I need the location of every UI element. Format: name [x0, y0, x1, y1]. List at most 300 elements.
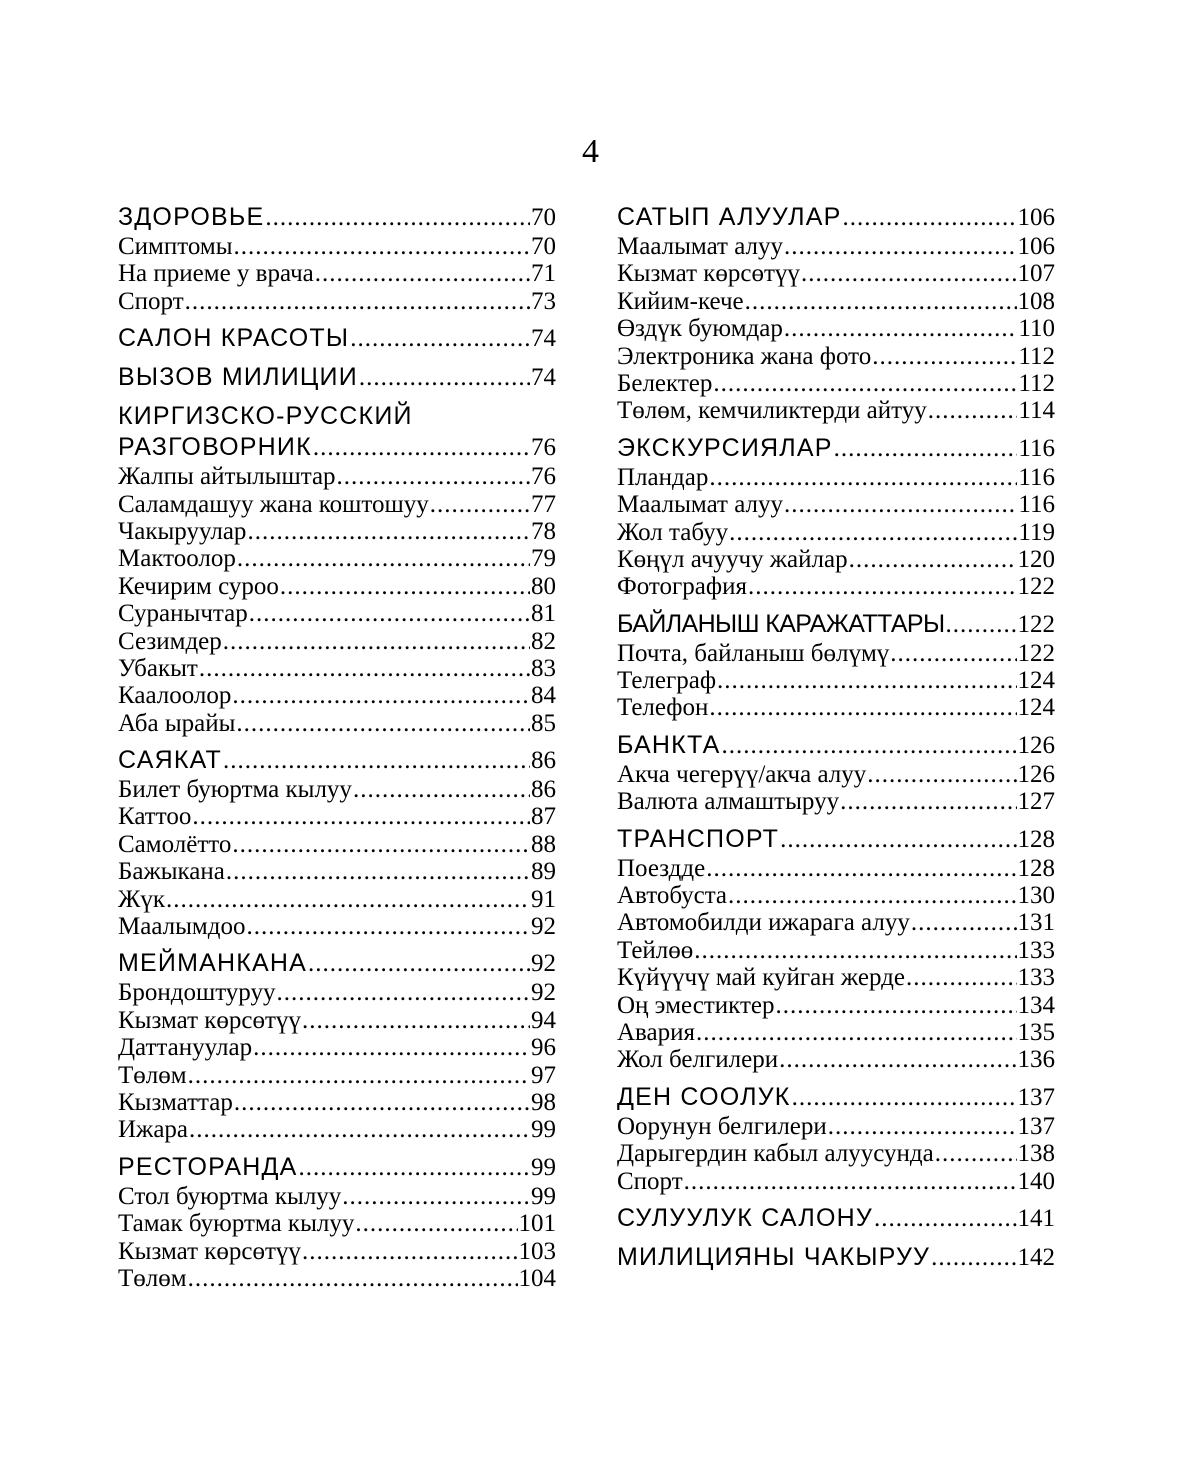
entry-page-number: 108	[1017, 287, 1055, 315]
entry-title: Ижара	[118, 1116, 189, 1144]
section-title-line1: КИРГИЗСКО-РУССКИЙ	[118, 402, 413, 431]
toc-entry	[617, 992, 1055, 1019]
entry-page-number: 77	[531, 490, 556, 518]
dot-leader	[935, 1140, 1017, 1167]
entry-page-number: 89	[531, 858, 556, 886]
toc-entry	[118, 260, 556, 287]
toc-entry	[617, 343, 1055, 370]
entry-page-number: 130	[1017, 882, 1055, 910]
entry-title: Почта, байланыш бөлүмү	[617, 639, 890, 667]
section-page-number: 137	[1017, 1083, 1055, 1111]
entry-page-number: 106	[1017, 233, 1055, 260]
entry-page-number: 134	[1017, 991, 1055, 1019]
entry-title: Кызмат көрсөтүү	[118, 1237, 301, 1265]
dot-leader	[430, 491, 530, 518]
entry-title: Кызмат көрсөтүү	[118, 1006, 301, 1034]
dot-leader	[784, 315, 1018, 342]
entry-page-number: 92	[531, 979, 556, 1007]
dot-leader	[234, 1089, 530, 1116]
toc-section-heading	[617, 730, 1055, 761]
entry-title: Төлөм	[118, 1264, 187, 1292]
entry-page-number: 97	[531, 1061, 556, 1089]
entry-page-number: 98	[531, 1088, 556, 1116]
entry-page-number: 103	[518, 1237, 556, 1265]
toc-column-right	[617, 202, 1055, 1281]
section-page-number: 99	[531, 1153, 556, 1181]
entry-page-number: 124	[1017, 694, 1055, 722]
entry-page-number: 83	[531, 654, 556, 682]
toc-entry	[617, 315, 1055, 342]
section-page-number: 116	[1018, 434, 1055, 462]
section-page-number: 92	[531, 950, 556, 978]
entry-title: Кечирим суроо	[118, 572, 279, 600]
section-title: БАЙЛАНЫШ КАРАЖАТТАРЫ	[617, 609, 945, 638]
toc-section-heading	[118, 432, 556, 463]
toc-entry	[617, 1113, 1055, 1140]
dot-leader	[721, 730, 1016, 761]
entry-title: Төлөм, кемчиликтерди айтуу	[617, 397, 927, 425]
dot-leader	[223, 745, 530, 776]
entry-title: Стол буюртма кылуу	[118, 1182, 342, 1210]
toc-entry	[617, 667, 1055, 694]
entry-page-number: 70	[531, 233, 556, 260]
toc-entry	[617, 882, 1055, 909]
toc-entry	[118, 1116, 556, 1143]
dot-leader	[276, 979, 530, 1006]
dot-leader	[199, 655, 530, 682]
entry-page-number: 131	[1017, 909, 1055, 937]
entry-title: Маалымдоо	[118, 913, 246, 941]
entry-page-number: 91	[531, 885, 556, 913]
section-title: МИЛИЦИЯНЫ ЧАКЫРУУ	[617, 1242, 931, 1271]
entry-title: Сезимдер	[118, 627, 222, 655]
toc-entry	[617, 546, 1055, 573]
toc-entry	[118, 233, 556, 260]
dot-leader	[842, 202, 1016, 233]
entry-page-number: 128	[1017, 854, 1055, 882]
section-title: ДЕН СООЛУК	[617, 1082, 791, 1111]
section-title: БАНКТА	[617, 730, 721, 759]
toc-section	[118, 202, 556, 315]
section-title: ТРАНСПОРТ	[617, 824, 780, 853]
entry-title: Тейлөө	[617, 936, 694, 964]
dot-leader	[308, 948, 530, 979]
dot-leader	[849, 546, 1017, 573]
toc-entry	[617, 519, 1055, 546]
toc-section-heading	[617, 609, 1055, 640]
entry-page-number: 116	[1018, 463, 1055, 491]
toc-section	[118, 362, 556, 393]
dot-leader	[223, 628, 530, 655]
entry-page-number: 122	[1017, 639, 1055, 667]
toc-entry	[118, 1210, 556, 1237]
entry-title: Көңүл ачуучу жайлар	[617, 545, 848, 573]
toc-entry	[617, 964, 1055, 991]
toc-entry	[118, 886, 556, 913]
toc-section-heading	[617, 1203, 1055, 1234]
entry-page-number: 112	[1018, 369, 1055, 397]
entry-page-number: 135	[1017, 1018, 1055, 1046]
section-page-number: 142	[1017, 1243, 1055, 1271]
section-page-number: 106	[1017, 204, 1055, 231]
entry-title: Күйүүчү май куйган жерде	[617, 964, 905, 992]
entry-title: Төлөм	[118, 1061, 187, 1089]
toc-entry	[617, 1019, 1055, 1046]
dot-leader	[232, 831, 530, 858]
entry-title: Тамак буюртма кылуу	[118, 1210, 355, 1238]
dot-leader	[232, 682, 530, 709]
dot-leader	[872, 343, 1017, 370]
toc-entry	[617, 573, 1055, 600]
entry-page-number: 85	[531, 709, 556, 737]
toc-entry	[617, 937, 1055, 964]
toc-entry	[617, 1140, 1055, 1167]
toc-entry	[118, 831, 556, 858]
toc-entry	[118, 1062, 556, 1089]
section-title: САЛОН КРАСОТЫ	[118, 324, 350, 353]
dot-leader	[350, 323, 530, 354]
dot-leader	[874, 1203, 1017, 1234]
entry-page-number: 126	[1017, 760, 1055, 788]
entry-title: Автобуста	[617, 882, 728, 910]
dot-leader	[792, 1082, 1017, 1113]
toc-entry	[617, 694, 1055, 721]
entry-title: Каалоолор	[118, 682, 232, 710]
entry-title: Телефон	[617, 694, 709, 722]
section-page-number: 86	[531, 747, 556, 775]
dot-leader	[780, 824, 1016, 855]
entry-page-number: 73	[531, 287, 556, 315]
toc-entry	[118, 1089, 556, 1116]
entry-title: Аба ырайы	[118, 709, 236, 737]
toc-section-heading	[617, 433, 1055, 464]
toc-entry	[617, 855, 1055, 882]
toc-entry	[617, 464, 1055, 491]
toc-section	[118, 401, 556, 737]
dot-leader	[745, 288, 1017, 315]
entry-title: Электроника жана фото	[617, 342, 872, 370]
entry-title: Оң эместиктер	[617, 991, 775, 1019]
dot-leader	[246, 913, 530, 940]
dot-leader	[188, 1265, 518, 1292]
dot-leader	[189, 1116, 530, 1143]
toc-entry	[118, 682, 556, 709]
entry-page-number: 84	[531, 682, 556, 710]
entry-title: Телеграф	[617, 667, 717, 695]
dot-leader	[265, 202, 530, 233]
dot-leader	[302, 1238, 518, 1265]
entry-title: Билет буюртма кылуу	[118, 776, 352, 804]
toc-entry	[118, 518, 556, 545]
entry-title: Кийим-кече	[617, 287, 744, 315]
entry-page-number: 99	[531, 1182, 556, 1210]
entry-title: Жалпы айтылыштар	[118, 463, 336, 491]
entry-page-number: 133	[1017, 936, 1055, 964]
entry-title: Акча чегерүү/акча алуу	[617, 760, 867, 788]
dot-leader	[247, 518, 530, 545]
toc-entry	[118, 1183, 556, 1210]
entry-title: Авария	[617, 1018, 696, 1046]
section-page-number: 128	[1017, 825, 1055, 853]
dot-leader	[840, 788, 1016, 815]
dot-leader	[694, 937, 1016, 964]
section-title: РЕСТОРАНДА	[118, 1152, 298, 1181]
entry-title: Мактоолор	[118, 545, 236, 573]
toc-section	[118, 948, 556, 1143]
toc-entry	[118, 1007, 556, 1034]
toc-entry	[617, 640, 1055, 667]
entry-page-number: 82	[531, 627, 556, 655]
dot-leader	[931, 1242, 1016, 1273]
section-title: ЗДОРОВЬЕ	[118, 203, 265, 231]
entry-page-number: 133	[1017, 964, 1055, 992]
dot-leader	[315, 260, 530, 287]
toc-section-heading	[118, 362, 556, 393]
toc-section	[617, 1242, 1055, 1273]
dot-leader	[280, 573, 530, 600]
section-title: ВЫЗОВ МИЛИЦИИ	[118, 363, 358, 392]
entry-page-number: 114	[1018, 397, 1055, 425]
entry-title: Өздүк буюмдар	[617, 315, 783, 343]
entry-page-number: 110	[1018, 315, 1055, 343]
dot-leader	[946, 609, 1017, 640]
section-page-number: 74	[531, 325, 556, 353]
dot-leader	[234, 233, 531, 260]
entry-title: Фотография	[617, 573, 747, 601]
toc-entry	[617, 1046, 1055, 1073]
entry-page-number: 88	[531, 830, 556, 858]
toc-entry	[617, 788, 1055, 815]
entry-title: Кызмат көрсөтүү	[617, 260, 800, 288]
entry-title: Симптомы	[118, 233, 233, 260]
section-title: СУЛУУЛУК САЛОНУ	[617, 1203, 873, 1232]
dot-leader	[890, 640, 1016, 667]
toc-entry	[118, 803, 556, 830]
toc-section	[118, 323, 556, 354]
dot-leader	[355, 1210, 517, 1237]
toc-section	[118, 745, 556, 940]
toc-entry	[118, 1238, 556, 1265]
dot-leader	[928, 397, 1018, 424]
entry-page-number: 116	[1018, 491, 1055, 519]
toc-section-heading	[617, 1242, 1055, 1273]
toc-entry	[617, 491, 1055, 518]
toc-section-heading	[617, 202, 1055, 233]
entry-page-number: 79	[531, 545, 556, 573]
section-page-number: 141	[1017, 1204, 1055, 1232]
entry-page-number: 122	[1017, 573, 1055, 601]
toc-entry	[118, 288, 556, 315]
dot-leader	[911, 909, 1017, 936]
dot-leader	[779, 1046, 1016, 1073]
toc-section-heading	[617, 824, 1055, 855]
dot-leader	[828, 1113, 1017, 1140]
section-page-number: 126	[1017, 731, 1055, 759]
entry-title: Маалымат алуу	[617, 233, 783, 260]
toc-section-heading	[118, 323, 556, 354]
entry-title: Суранычтар	[118, 600, 248, 628]
section-page-number: 76	[531, 434, 556, 462]
dot-leader	[249, 600, 530, 627]
dot-leader	[313, 432, 530, 463]
toc-entry	[118, 1265, 556, 1292]
toc-section	[118, 1152, 556, 1293]
entry-page-number: 87	[531, 803, 556, 831]
entry-title: Валюта алмаштыруу	[617, 788, 840, 816]
toc-entry	[118, 463, 556, 490]
toc-entry	[617, 288, 1055, 315]
entry-page-number: 104	[518, 1264, 556, 1292]
dot-leader	[713, 370, 1017, 397]
toc-entry	[118, 655, 556, 682]
entry-page-number: 101	[518, 1210, 556, 1238]
dot-leader	[337, 463, 530, 490]
dot-leader	[192, 803, 530, 830]
entry-title: Брондоштуруу	[118, 979, 276, 1007]
toc-entry	[118, 573, 556, 600]
entry-title: На приеме у врача	[118, 260, 314, 288]
entry-page-number: 94	[531, 1006, 556, 1034]
dot-leader	[237, 545, 530, 572]
dot-leader	[748, 573, 1017, 600]
toc-entry	[617, 260, 1055, 287]
dot-leader	[302, 1007, 530, 1034]
toc-entry	[617, 370, 1055, 397]
dot-leader	[775, 992, 1016, 1019]
entry-title: Оорунун белгилери	[617, 1112, 827, 1140]
dot-leader	[717, 667, 1016, 694]
dot-leader	[906, 964, 1017, 991]
toc-entry	[118, 491, 556, 518]
dot-leader	[166, 886, 530, 913]
entry-page-number: 138	[1017, 1140, 1055, 1168]
toc-entry	[118, 545, 556, 572]
dot-leader	[706, 855, 1016, 882]
toc-entry	[617, 233, 1055, 260]
dot-leader	[867, 761, 1016, 788]
dot-leader	[188, 1062, 530, 1089]
dot-leader	[801, 260, 1017, 287]
entry-title: Кызматтар	[118, 1088, 233, 1116]
entry-title: Жол белгилери	[617, 1046, 779, 1074]
entry-page-number: 136	[1017, 1046, 1055, 1074]
toc-entry	[118, 600, 556, 627]
section-title: ЭКСКУРСИЯЛАР	[617, 433, 833, 462]
entry-title: Дарыгердин кабыл алуусунда	[617, 1140, 934, 1168]
entry-title: Спорт	[118, 287, 184, 315]
toc-section	[617, 1203, 1055, 1234]
entry-title: Белектер	[617, 369, 713, 397]
toc-entry	[118, 710, 556, 737]
toc-entry	[118, 913, 556, 940]
toc-section	[617, 1082, 1055, 1195]
page-number: 4	[582, 133, 599, 170]
entry-page-number: 137	[1017, 1112, 1055, 1140]
entry-title: Самолётто	[118, 830, 232, 858]
entry-page-number: 107	[1017, 260, 1055, 288]
dot-leader	[834, 433, 1018, 464]
entry-title: Даттануулар	[118, 1034, 253, 1062]
entry-title: Пландар	[617, 463, 709, 491]
entry-page-number: 112	[1018, 342, 1055, 370]
entry-title: Жүк	[118, 885, 166, 913]
entry-page-number: 92	[531, 913, 556, 941]
toc-entry	[118, 776, 556, 803]
dot-leader	[684, 1168, 1017, 1195]
entry-title: Жол табуу	[617, 518, 729, 546]
toc-section	[617, 433, 1055, 601]
dot-leader	[709, 464, 1017, 491]
entry-title: Каттоо	[118, 803, 192, 831]
section-page-number: 74	[531, 364, 556, 392]
toc-entry	[118, 628, 556, 655]
entry-title: Автомобилди ижарага алуу	[617, 909, 910, 937]
entry-page-number: 99	[531, 1116, 556, 1144]
toc-entry	[118, 1034, 556, 1061]
toc-section-heading	[118, 1152, 556, 1183]
entry-page-number: 96	[531, 1034, 556, 1062]
toc-entry	[617, 761, 1055, 788]
entry-page-number: 127	[1017, 788, 1055, 816]
toc-entry	[118, 979, 556, 1006]
section-page-number: 122	[1017, 610, 1055, 638]
dot-leader	[729, 519, 1017, 546]
dot-leader	[226, 858, 530, 885]
entry-page-number: 80	[531, 572, 556, 600]
dot-leader	[236, 710, 530, 737]
entry-page-number: 81	[531, 600, 556, 628]
entry-page-number: 86	[531, 776, 556, 804]
dot-leader	[359, 362, 530, 393]
dot-leader	[784, 491, 1017, 518]
entry-page-number: 71	[531, 260, 556, 288]
toc-column-left	[118, 202, 556, 1300]
toc-section	[617, 730, 1055, 816]
dot-leader	[299, 1152, 530, 1183]
dot-leader	[185, 288, 530, 315]
entry-title: Бажыкана	[118, 858, 225, 886]
dot-leader	[784, 233, 1017, 260]
dot-leader	[709, 694, 1016, 721]
entry-page-number: 120	[1017, 545, 1055, 573]
section-page-number: 70	[531, 204, 556, 231]
toc-entry	[617, 909, 1055, 936]
dot-leader	[728, 882, 1016, 909]
section-title: САЯКАТ	[118, 746, 222, 775]
entry-title: Чакыруулар	[118, 517, 247, 545]
section-title: САТЫП АЛУУЛАР	[617, 203, 842, 231]
toc-section-heading	[617, 1082, 1055, 1113]
dot-leader	[253, 1034, 530, 1061]
toc-section-heading	[118, 948, 556, 979]
toc-section-heading	[118, 202, 556, 233]
entry-page-number: 119	[1018, 518, 1055, 546]
entry-title: Убакыт	[118, 654, 198, 682]
entry-page-number: 76	[531, 463, 556, 491]
entry-title: Спорт	[617, 1167, 683, 1195]
section-title: РАЗГОВОРНИК	[118, 433, 312, 462]
entry-title: Маалымат алуу	[617, 491, 783, 519]
entry-page-number: 124	[1017, 667, 1055, 695]
dot-leader	[353, 776, 530, 803]
dot-leader	[696, 1019, 1016, 1046]
entry-page-number: 78	[531, 517, 556, 545]
entry-title: Саламдашуу жана коштошуу	[118, 490, 429, 518]
entry-title: Поездде	[617, 854, 706, 882]
toc-entry	[617, 397, 1055, 424]
toc-section-heading	[118, 745, 556, 776]
entry-page-number: 140	[1017, 1167, 1055, 1195]
